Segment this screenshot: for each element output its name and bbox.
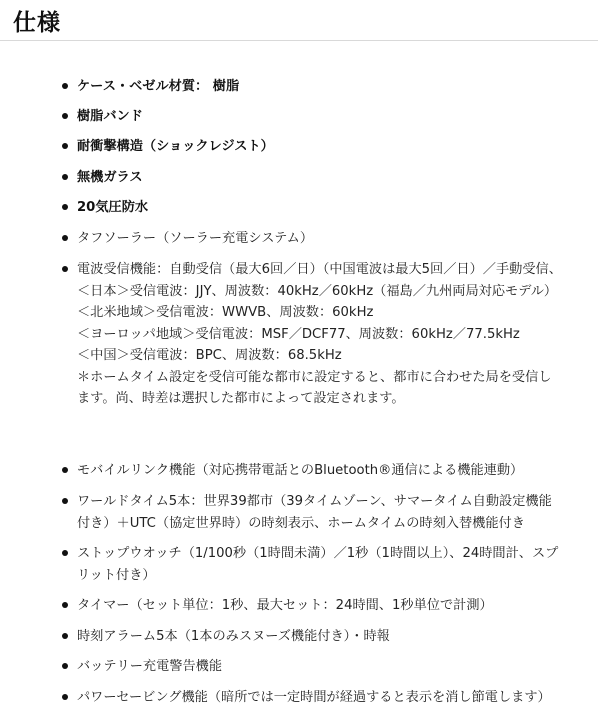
spec-text: ワールドタイム5本：世界39都市（39タイムゾーン、サマータイム自動設定機能付き）＋UTC（協定世界時）の時刻表示、ホームタイムの時刻入替機能付き <box>77 494 552 531</box>
spec-text: パワーセービング機能（暗所では一定時間が経過すると表示を消し節電します） <box>77 690 551 705</box>
title-divider <box>0 40 598 41</box>
bullet-icon <box>62 663 68 669</box>
bullet-icon <box>62 550 68 556</box>
spec-text: バッテリー充電警告機能 <box>77 659 223 674</box>
spec-item-tough-solar <box>62 228 562 250</box>
spec-item-case-material <box>62 76 562 98</box>
spec-text: タフソーラー（ソーラー充電システム） <box>77 231 314 246</box>
spec-subline-china: ＜中国＞受信電波：BPC、周波数：68.5kHz <box>77 348 342 363</box>
spec-item-shock-resist <box>62 136 562 158</box>
spec-subline-japan: ＜日本＞受信電波：JJY、周波数：40kHz／60kHz（福島／九州両局対応モデル） <box>77 283 558 299</box>
spec-text: 時刻アラーム5本（1本のみスヌーズ機能付き）・時報 <box>77 629 390 644</box>
spec-text: タイマー（セット単位：1秒、最大セット：24時間、1秒単位で計測） <box>77 598 493 613</box>
bullet-icon <box>62 266 68 272</box>
bullet-icon <box>62 174 68 180</box>
spec-item-radio-reception <box>62 259 562 410</box>
spec-text: ストップウオッチ（1/100秒（1時間未満）／1秒（1時間以上）、24時間計、スプリット付き） <box>77 546 559 583</box>
spec-item-alarm <box>62 626 562 648</box>
bullet-icon <box>62 694 68 700</box>
bullet-icon <box>62 143 68 149</box>
spec-item-mobile-link <box>62 460 562 482</box>
spec-item-water-resist <box>62 197 562 219</box>
spec-text: 20気圧防水 <box>77 200 149 215</box>
bullet-icon <box>62 467 68 473</box>
spec-text: モバイルリンク機能（対応携帯電話とのBluetooth®通信による機能連動） <box>77 463 524 478</box>
spec-item-stopwatch <box>62 543 562 586</box>
spec-text: 電波受信機能：自動受信（最大6回／日）（中国電波は最大5回／日）／手動受信、 <box>77 262 562 277</box>
spec-item-timer <box>62 595 562 617</box>
spec-text: 無機ガラス <box>77 170 143 185</box>
bullet-icon <box>62 633 68 639</box>
spec-text: ケース・ベゼル材質： 樹脂 <box>77 79 240 94</box>
bullet-icon <box>62 204 68 210</box>
bullet-icon <box>62 498 68 504</box>
spec-item-battery-warning <box>62 656 562 678</box>
spec-subline-europe: ＜ヨーロッパ地域＞受信電波：MSF／DCF77、周波数：60kHz／77.5kHz <box>77 326 520 342</box>
spec-text-block <box>77 259 562 410</box>
spec-text: 耐衝撃構造（ショックレジスト） <box>77 139 274 154</box>
spec-subline-note: ＊ホームタイム設定を受信可能な都市に設定すると、都市に合わせた局を受信します。尚、時差は選択した都市によって設定されます。 <box>77 369 552 406</box>
spec-text: 樹脂バンド <box>77 109 143 124</box>
spec-item-mineral-glass <box>62 167 562 189</box>
spec-item-world-time <box>62 491 562 534</box>
spec-item-power-saving <box>62 687 562 709</box>
bullet-icon <box>62 602 68 608</box>
bullet-icon <box>62 83 68 89</box>
spec-subline-north-america: ＜北米地域＞受信電波：WWVB、周波数：60kHz <box>77 305 374 320</box>
bullet-icon <box>62 113 68 119</box>
page-title: 仕様 <box>13 10 61 36</box>
bullet-icon <box>62 235 68 241</box>
spec-item-resin-band <box>62 106 562 128</box>
